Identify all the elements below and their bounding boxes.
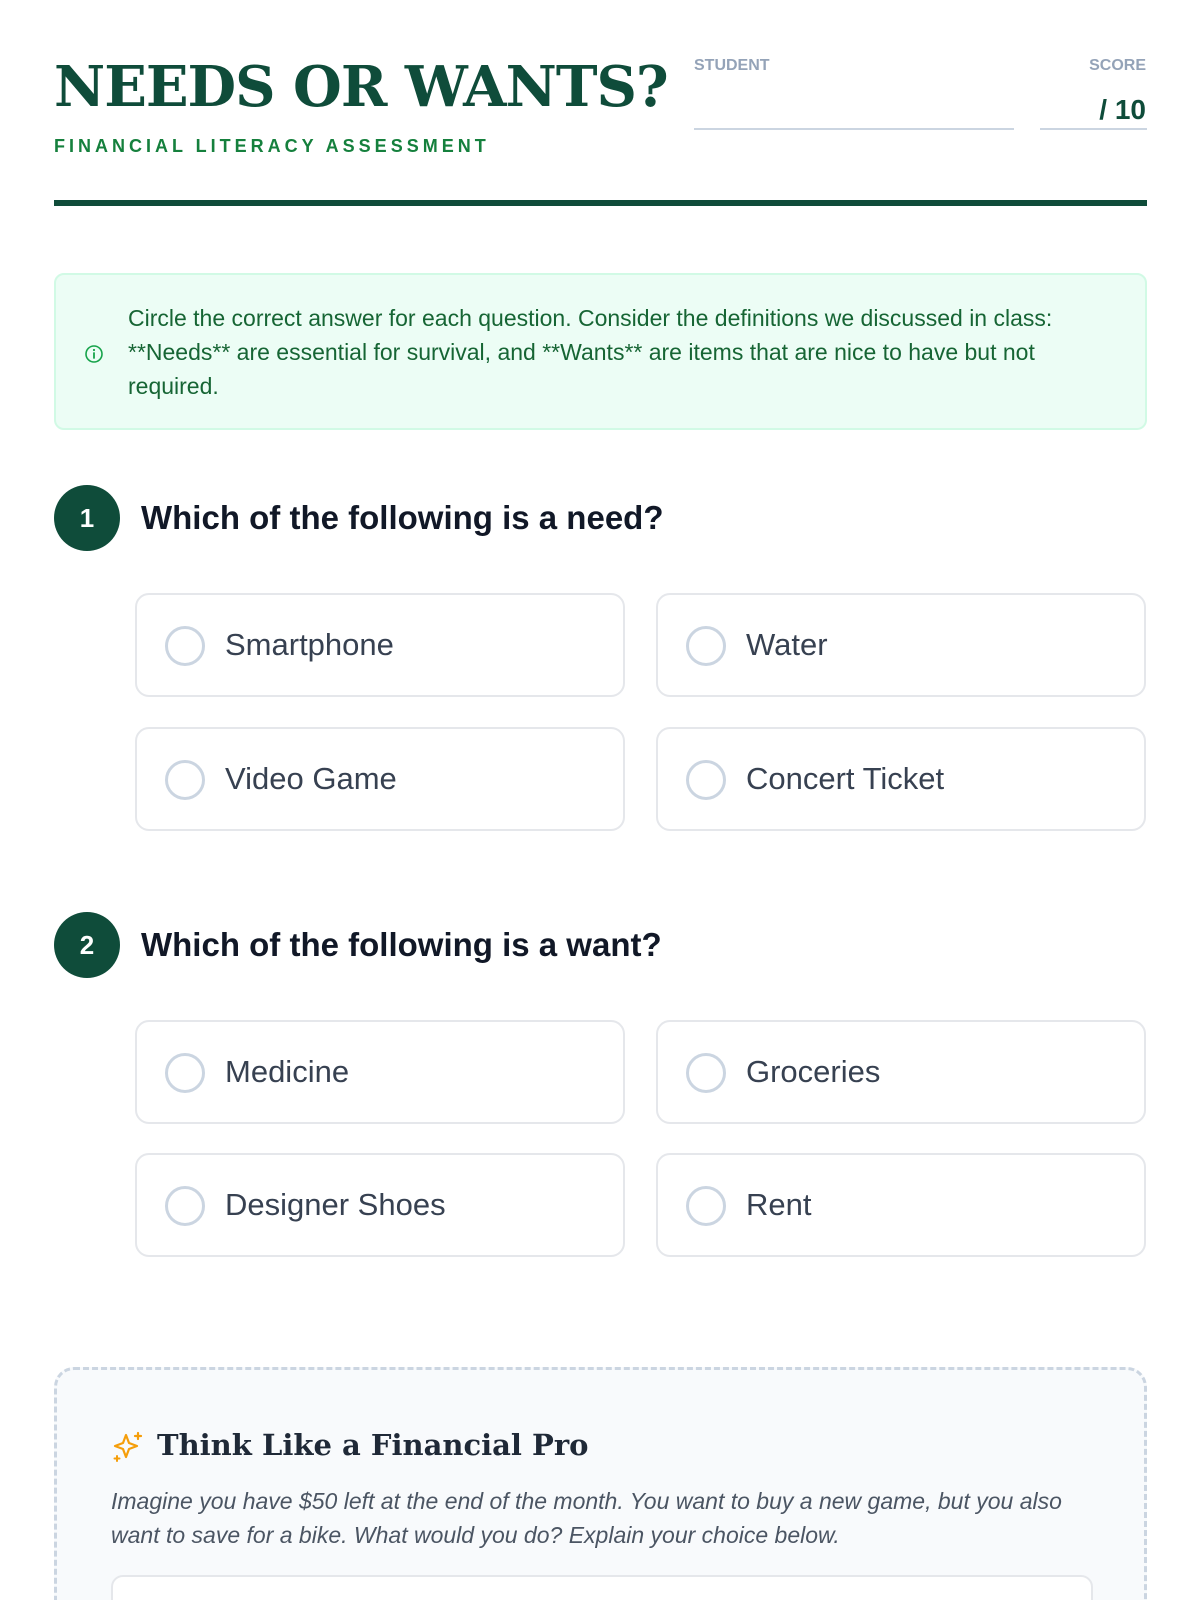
answer-option-label: Concert Ticket bbox=[746, 761, 945, 796]
answer-option[interactable] bbox=[135, 1020, 625, 1124]
instructions-box bbox=[54, 273, 1147, 430]
answer-option[interactable] bbox=[135, 1153, 625, 1257]
answer-option-label: Smartphone bbox=[225, 627, 394, 662]
answer-option-label: Medicine bbox=[225, 1054, 350, 1089]
sparkle-icon bbox=[111, 1430, 145, 1464]
question-text: Which of the following is a want? bbox=[141, 926, 662, 963]
reflection-answer-field[interactable] bbox=[111, 1575, 1093, 1600]
page-subtitle: FINANCIAL LITERACY ASSESSMENT bbox=[54, 136, 490, 156]
student-label: STUDENT bbox=[694, 57, 770, 74]
reflection-box bbox=[54, 1367, 1147, 1600]
answer-option[interactable] bbox=[656, 1020, 1146, 1124]
radio-circle[interactable] bbox=[686, 1186, 726, 1226]
question-text: Which of the following is a need? bbox=[141, 499, 664, 536]
radio-circle[interactable] bbox=[165, 760, 205, 800]
answer-option[interactable] bbox=[656, 1153, 1146, 1257]
radio-circle[interactable] bbox=[686, 626, 726, 666]
radio-circle[interactable] bbox=[165, 1186, 205, 1226]
question-number-badge: 1 bbox=[54, 485, 120, 551]
answer-option-label: Groceries bbox=[746, 1054, 881, 1089]
answer-option[interactable] bbox=[656, 593, 1146, 697]
radio-circle[interactable] bbox=[686, 760, 726, 800]
instructions-text: Circle the correct answer for each question. Consider the definitions we discussed in class: **Needs** are essential for survival, and **Wants** are items that are nice to have but not required. bbox=[128, 305, 1053, 399]
info-icon bbox=[83, 343, 105, 365]
score-label: SCORE bbox=[1089, 57, 1146, 74]
answer-option-label: Rent bbox=[746, 1187, 812, 1222]
answer-option-label: Water bbox=[746, 627, 828, 662]
student-name-field[interactable] bbox=[694, 128, 1014, 130]
answer-option-label: Designer Shoes bbox=[225, 1187, 446, 1222]
radio-circle[interactable] bbox=[165, 1053, 205, 1093]
question-number-badge: 2 bbox=[54, 912, 120, 978]
answer-option[interactable] bbox=[135, 727, 625, 831]
radio-circle[interactable] bbox=[165, 626, 205, 666]
header-divider bbox=[54, 200, 1147, 206]
answer-option[interactable] bbox=[656, 727, 1146, 831]
answer-option[interactable] bbox=[135, 593, 625, 697]
page-title: NEEDS OR WANTS? bbox=[54, 54, 668, 120]
score-field[interactable] bbox=[1040, 128, 1147, 130]
radio-circle[interactable] bbox=[686, 1053, 726, 1093]
reflection-title: Think Like a Financial Pro bbox=[157, 1428, 589, 1462]
reflection-prompt: Imagine you have $50 left at the end of the month. You want to buy a new game, but you also want to save for a bike. What would you do? Explain your choice below. bbox=[111, 1488, 1062, 1548]
score-total: / 10 bbox=[1099, 94, 1146, 125]
answer-option-label: Video Game bbox=[225, 761, 397, 796]
